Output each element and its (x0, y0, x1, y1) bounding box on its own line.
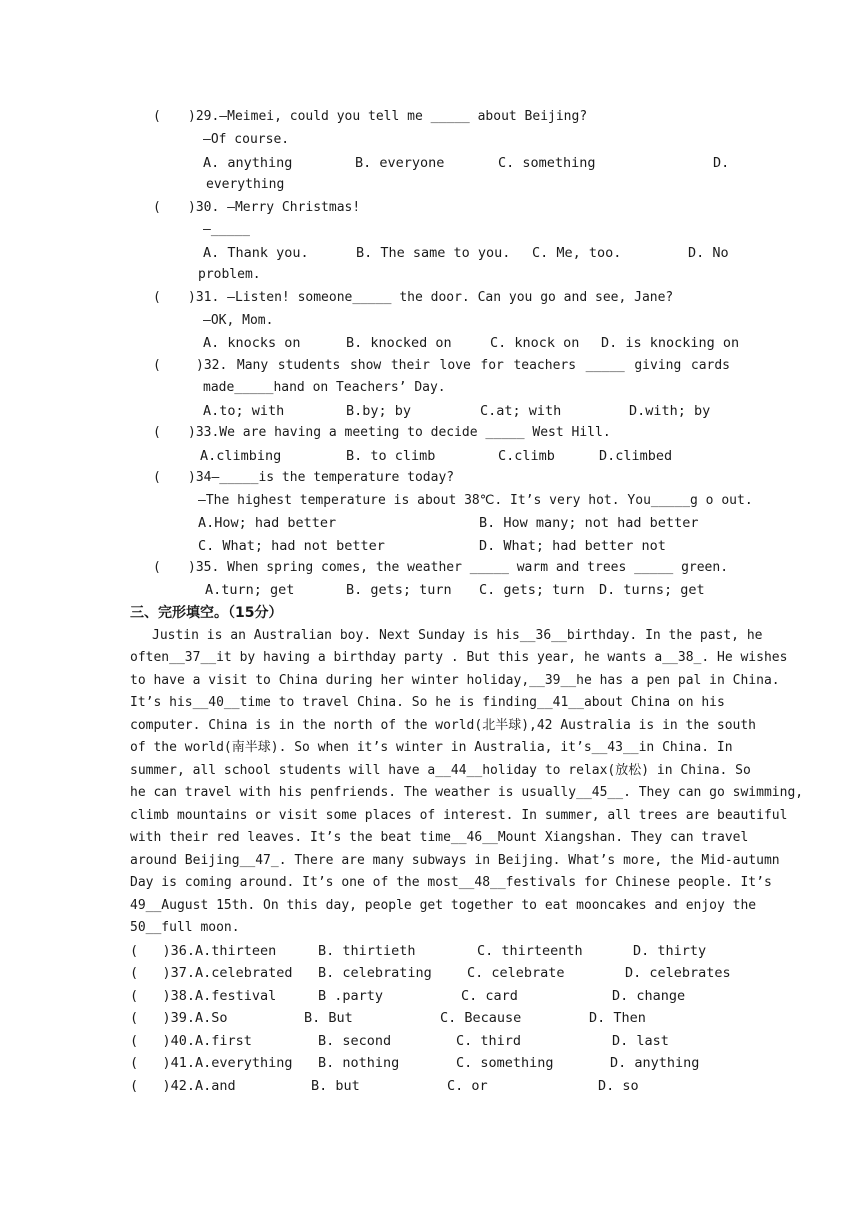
question-29-reply: —Of course. (203, 132, 290, 147)
question-paren: ( (153, 200, 161, 215)
option-c: C. or (447, 1078, 488, 1094)
passage-line: often__37__it by having a birthday party . But this year, he wants a__38_. He wishes (130, 650, 788, 665)
passage-line: he can travel with his penfriends. The weather is usually__45__. They can go swimming, (130, 785, 804, 800)
option-b: B. to climb (346, 448, 436, 464)
question-32-reply: made_____hand on Teachers’ Day. (203, 380, 446, 395)
option-b: B. celebrating (318, 965, 432, 981)
option-b: B. The same to you. (356, 245, 511, 261)
question-paren: ( (153, 425, 161, 440)
option-c: C. celebrate (467, 965, 565, 981)
question-30: )30. —Merry Christmas! (188, 200, 361, 215)
passage-line: 49__August 15th. On this day, people get together to eat mooncakes and enjoy the (130, 898, 757, 913)
section-title: 三、完形填空。（15分） (130, 605, 283, 621)
option-c: C. something (456, 1055, 554, 1071)
question-31: )31. —Listen! someone_____ the door. Can you go and see, Jane? (188, 290, 674, 305)
option-b: B. knocked on (346, 335, 452, 351)
question-30-reply: —_____ (203, 222, 250, 237)
cloze-question-37: ( )37.A.celebrated (130, 965, 293, 981)
passage-line: of the world(南半球). So when it’s winter in Australia, it’s__43__in China. In (130, 740, 733, 755)
passage-line: around Beijing__47_. There are many subways in Beijing. What’s more, the Mid-autumn (130, 853, 780, 868)
passage-line: Justin is an Australian boy. Next Sunday is his__36__birthday. In the past, he (152, 628, 763, 643)
option-a: A. Thank you. (203, 245, 309, 261)
option-c: C. knock on (490, 335, 580, 351)
cloze-question-39: ( )39.A.So (130, 1010, 228, 1026)
cloze-question-36: ( )36.A.thirteen (130, 943, 277, 959)
option-a: A.climbing (200, 448, 282, 464)
option-d: D. so (598, 1078, 639, 1094)
question-31-reply: —OK, Mom. (203, 313, 274, 328)
passage-line: 50__full moon. (130, 920, 240, 935)
passage-line: summer, all school students will have a__44__holiday to relax(放松) in China. So (130, 763, 751, 778)
option-c: C. What; had not better (198, 538, 385, 554)
question-35: )35. When spring comes, the weather _____ warm and trees _____ green. (188, 560, 729, 575)
passage-line: It’s his__40__time to travel China. So he is finding__41__about China on his (130, 695, 725, 710)
option-d-wrap: everything (206, 177, 285, 192)
cloze-question-38: ( )38.A.festival (130, 988, 277, 1004)
option-d: D.with; by (629, 403, 711, 419)
option-b: B .party (318, 988, 384, 1004)
option-d: D. change (612, 988, 686, 1004)
question-paren: ( (153, 560, 161, 575)
option-a: A. anything (203, 155, 293, 171)
option-d: D. thirty (633, 943, 707, 959)
option-c: C. gets; turn (479, 582, 585, 598)
option-d-wrap: problem. (198, 267, 261, 282)
option-b: B. everyone (355, 155, 445, 171)
option-b: B. How many; not had better (479, 515, 699, 531)
option-a: A.turn; get (205, 582, 295, 598)
passage-line: Day is coming around. It’s one of the most__48__festivals for Chinese people. It’s (130, 875, 772, 890)
question-34-reply: —The highest temperature is about 38℃. It’s very hot. You_____g o out. (198, 493, 753, 508)
question-29: )29.—Meimei, could you tell me _____ about Beijing? (188, 109, 588, 124)
option-a: A. knocks on (203, 335, 301, 351)
question-paren: ( (153, 470, 161, 485)
option-b: B. gets; turn (346, 582, 452, 598)
option-b: B. But (304, 1010, 353, 1026)
option-d: D. is knocking on (601, 335, 740, 351)
option-d: D. last (612, 1033, 669, 1049)
option-c: C. third (456, 1033, 522, 1049)
option-c: C. card (461, 988, 518, 1004)
question-33: )33.We are having a meeting to decide _____ West Hill. (188, 425, 611, 440)
option-d: D. turns; get (599, 582, 705, 598)
option-c: C. Me, too. (532, 245, 622, 261)
option-d: D. No (688, 245, 729, 261)
passage-line: computer. China is in the north of the world(北半球),42 Australia is in the south (130, 718, 756, 733)
question-32: )32. Many students show their love for teachers _____ giving cards (196, 358, 730, 373)
option-a: A.to; with (203, 403, 285, 419)
option-d: D. anything (610, 1055, 700, 1071)
option-b: B.by; by (346, 403, 412, 419)
option-c: C.climb (498, 448, 555, 464)
option-b: B. thirtieth (318, 943, 416, 959)
option-c: C.at; with (480, 403, 562, 419)
passage-line: climb mountains or visit some places of interest. In summer, all trees are beautiful (130, 808, 788, 823)
passage-line: to have a visit to China during her winter holiday,__39__he has a pen pal in China. (130, 673, 780, 688)
option-b: B. second (318, 1033, 392, 1049)
question-paren: ( (153, 358, 161, 373)
option-c: C. something (498, 155, 596, 171)
option-a: A.How; had better (198, 515, 337, 531)
question-34: )34—_____is the temperature today? (188, 470, 455, 485)
option-d: D. celebrates (625, 965, 731, 981)
passage-line: with their red leaves. It’s the beat time__46__Mount Xiangshan. They can travel (130, 830, 749, 845)
option-c: C. Because (440, 1010, 522, 1026)
option-b: B. but (311, 1078, 360, 1094)
option-d: D.climbed (599, 448, 673, 464)
option-d: D. (713, 155, 730, 171)
question-paren: ( (153, 290, 161, 305)
option-d: D. What; had better not (479, 538, 666, 554)
option-b: B. nothing (318, 1055, 400, 1071)
cloze-question-42: ( )42.A.and (130, 1078, 236, 1094)
cloze-question-41: ( )41.A.everything (130, 1055, 293, 1071)
question-paren: ( (153, 109, 161, 124)
option-c: C. thirteenth (477, 943, 583, 959)
cloze-question-40: ( )40.A.first (130, 1033, 252, 1049)
option-d: D. Then (589, 1010, 646, 1026)
